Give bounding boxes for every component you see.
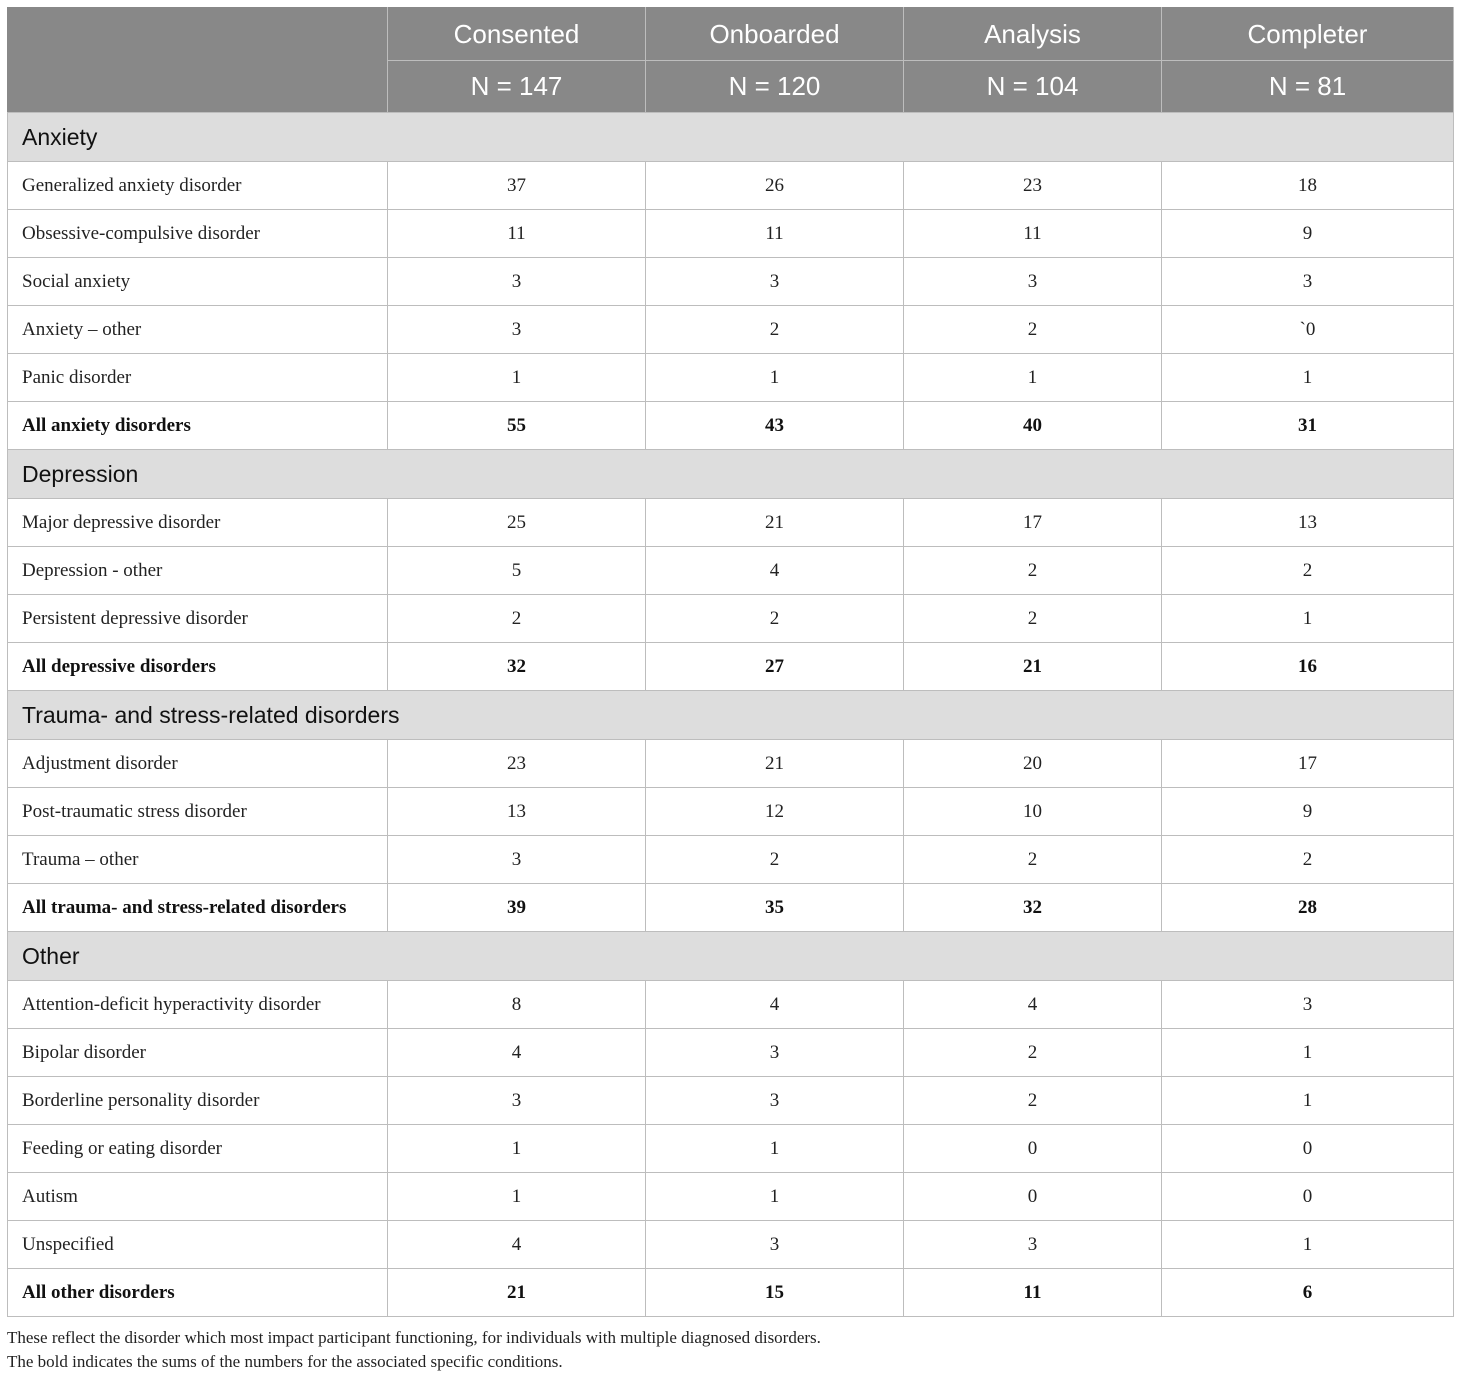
- section-row: [8, 113, 1454, 162]
- cell-value: 1: [646, 1125, 904, 1173]
- table-row: [8, 595, 1454, 643]
- cell-value: 3: [646, 1221, 904, 1269]
- row-label: Trauma – other: [8, 836, 388, 884]
- row-label: Depression - other: [8, 547, 388, 595]
- row-label: Anxiety – other: [8, 306, 388, 354]
- table-row: [8, 981, 1454, 1029]
- header-label-onboarded: Onboarded: [646, 8, 904, 61]
- cell-value: 9: [1162, 788, 1454, 836]
- cell-value: 1: [388, 1125, 646, 1173]
- cell-value: 21: [646, 499, 904, 547]
- table-body: [8, 113, 1454, 1317]
- cell-value: 3: [1162, 258, 1454, 306]
- header-n-onboarded: N = 120: [646, 61, 904, 113]
- total-label: All depressive disorders: [8, 643, 388, 691]
- cell-value: 20: [904, 740, 1162, 788]
- section-row: [8, 691, 1454, 740]
- total-value: 28: [1162, 884, 1454, 932]
- row-label: Obsessive-compulsive disorder: [8, 210, 388, 258]
- total-row: [8, 643, 1454, 691]
- table-footnotes: [7, 1326, 1453, 1374]
- cell-value: 3: [388, 258, 646, 306]
- total-value: 16: [1162, 643, 1454, 691]
- cell-value: 17: [1162, 740, 1454, 788]
- cell-value: 12: [646, 788, 904, 836]
- header-label-completer: Completer: [1162, 8, 1454, 61]
- cell-value: 2: [388, 595, 646, 643]
- cell-value: 3: [904, 1221, 1162, 1269]
- table-row: [8, 210, 1454, 258]
- table-row: [8, 740, 1454, 788]
- row-label: Panic disorder: [8, 354, 388, 402]
- header-n-completer: N = 81: [1162, 61, 1454, 113]
- cell-value: 11: [388, 210, 646, 258]
- row-label: Autism: [8, 1173, 388, 1221]
- table-row: [8, 258, 1454, 306]
- table-row: [8, 788, 1454, 836]
- cell-value: 0: [904, 1173, 1162, 1221]
- cell-value: 3: [1162, 981, 1454, 1029]
- total-value: 55: [388, 402, 646, 450]
- row-label: Social anxiety: [8, 258, 388, 306]
- cell-value: 3: [388, 836, 646, 884]
- total-row: [8, 1269, 1454, 1317]
- row-label: Bipolar disorder: [8, 1029, 388, 1077]
- cell-value: 0: [1162, 1125, 1454, 1173]
- cell-value: 2: [1162, 547, 1454, 595]
- cell-value: 2: [1162, 836, 1454, 884]
- row-label: Post-traumatic stress disorder: [8, 788, 388, 836]
- cell-value: 9: [1162, 210, 1454, 258]
- cell-value: 10: [904, 788, 1162, 836]
- row-label: Borderline personality disorder: [8, 1077, 388, 1125]
- cell-value: 21: [646, 740, 904, 788]
- cell-value: 18: [1162, 162, 1454, 210]
- table-container: [7, 7, 1453, 1374]
- row-label: Feeding or eating disorder: [8, 1125, 388, 1173]
- cell-value: 4: [388, 1029, 646, 1077]
- cell-value: 1: [1162, 354, 1454, 402]
- row-label: Persistent depressive disorder: [8, 595, 388, 643]
- row-label: Generalized anxiety disorder: [8, 162, 388, 210]
- cell-value: 3: [646, 258, 904, 306]
- cell-value: 2: [904, 1029, 1162, 1077]
- total-value: 40: [904, 402, 1162, 450]
- table-row: [8, 1077, 1454, 1125]
- header-label-consented: Consented: [388, 8, 646, 61]
- header-blank-cell: [8, 8, 388, 113]
- total-value: 27: [646, 643, 904, 691]
- cell-value: 2: [646, 306, 904, 354]
- total-value: 32: [388, 643, 646, 691]
- cell-value: 2: [646, 595, 904, 643]
- total-value: 15: [646, 1269, 904, 1317]
- cell-value: 25: [388, 499, 646, 547]
- cell-value: 2: [904, 1077, 1162, 1125]
- section-title: Trauma- and stress-related disorders: [8, 691, 1454, 740]
- cell-value: 17: [904, 499, 1162, 547]
- section-row: [8, 932, 1454, 981]
- cell-value: 13: [1162, 499, 1454, 547]
- cell-value: 3: [388, 306, 646, 354]
- cell-value: 1: [1162, 1221, 1454, 1269]
- cell-value: 2: [904, 306, 1162, 354]
- cell-value: 4: [646, 981, 904, 1029]
- total-value: 31: [1162, 402, 1454, 450]
- total-value: 21: [904, 643, 1162, 691]
- header-label-analysis: Analysis: [904, 8, 1162, 61]
- total-value: 6: [1162, 1269, 1454, 1317]
- cell-value: 1: [1162, 1077, 1454, 1125]
- total-label: All trauma- and stress-related disorders: [8, 884, 388, 932]
- table-row: [8, 836, 1454, 884]
- cell-value: 2: [904, 547, 1162, 595]
- total-row: [8, 884, 1454, 932]
- cell-value: 8: [388, 981, 646, 1029]
- total-value: 21: [388, 1269, 646, 1317]
- total-value: 39: [388, 884, 646, 932]
- cell-value: 5: [388, 547, 646, 595]
- section-title: Depression: [8, 450, 1454, 499]
- table-row: [8, 547, 1454, 595]
- total-value: 43: [646, 402, 904, 450]
- header-row-labels: [8, 8, 1454, 61]
- cell-value: 3: [388, 1077, 646, 1125]
- cell-value: 23: [904, 162, 1162, 210]
- section-title: Anxiety: [8, 113, 1454, 162]
- total-value: 32: [904, 884, 1162, 932]
- cell-value: 11: [646, 210, 904, 258]
- table-row: [8, 1221, 1454, 1269]
- cell-value: 4: [904, 981, 1162, 1029]
- cell-value: 26: [646, 162, 904, 210]
- cell-value: 1: [388, 1173, 646, 1221]
- section-title: Other: [8, 932, 1454, 981]
- header-n-analysis: N = 104: [904, 61, 1162, 113]
- cell-value: 4: [388, 1221, 646, 1269]
- cell-value: 13: [388, 788, 646, 836]
- footnote-text: The bold indicates the sums of the numbers for the associated specific conditions.: [7, 1352, 563, 1371]
- cell-value: 3: [646, 1077, 904, 1125]
- table-row: [8, 354, 1454, 402]
- cell-value: 0: [1162, 1173, 1454, 1221]
- table-row: [8, 306, 1454, 354]
- cell-value: 0: [904, 1125, 1162, 1173]
- cell-value: 3: [904, 258, 1162, 306]
- cell-value: 23: [388, 740, 646, 788]
- total-label: All other disorders: [8, 1269, 388, 1317]
- total-row: [8, 402, 1454, 450]
- cell-value: `0: [1162, 306, 1454, 354]
- footnote-text: These reflect the disorder which most impact participant functioning, for individuals with multiple diagnosed disorders.: [7, 1328, 821, 1347]
- table-row: [8, 1029, 1454, 1077]
- row-label: Major depressive disorder: [8, 499, 388, 547]
- cell-value: 1: [904, 354, 1162, 402]
- cell-value: 4: [646, 547, 904, 595]
- cell-value: 1: [1162, 1029, 1454, 1077]
- cell-value: 2: [646, 836, 904, 884]
- table-row: [8, 1125, 1454, 1173]
- cell-value: 2: [904, 836, 1162, 884]
- cell-value: 11: [904, 210, 1162, 258]
- header-n-consented: N = 147: [388, 61, 646, 113]
- cell-value: 1: [388, 354, 646, 402]
- table-row: [8, 1173, 1454, 1221]
- cell-value: 1: [1162, 595, 1454, 643]
- table-row: [8, 162, 1454, 210]
- total-value: 11: [904, 1269, 1162, 1317]
- row-label: Adjustment disorder: [8, 740, 388, 788]
- cell-value: 1: [646, 1173, 904, 1221]
- section-row: [8, 450, 1454, 499]
- diagnosis-table: [7, 7, 1454, 1317]
- table-header: [8, 8, 1454, 113]
- cell-value: 2: [904, 595, 1162, 643]
- cell-value: 3: [646, 1029, 904, 1077]
- table-row: [8, 499, 1454, 547]
- row-label: Attention-deficit hyperactivity disorder: [8, 981, 388, 1029]
- row-label: Unspecified: [8, 1221, 388, 1269]
- cell-value: 1: [646, 354, 904, 402]
- total-value: 35: [646, 884, 904, 932]
- total-label: All anxiety disorders: [8, 402, 388, 450]
- cell-value: 37: [388, 162, 646, 210]
